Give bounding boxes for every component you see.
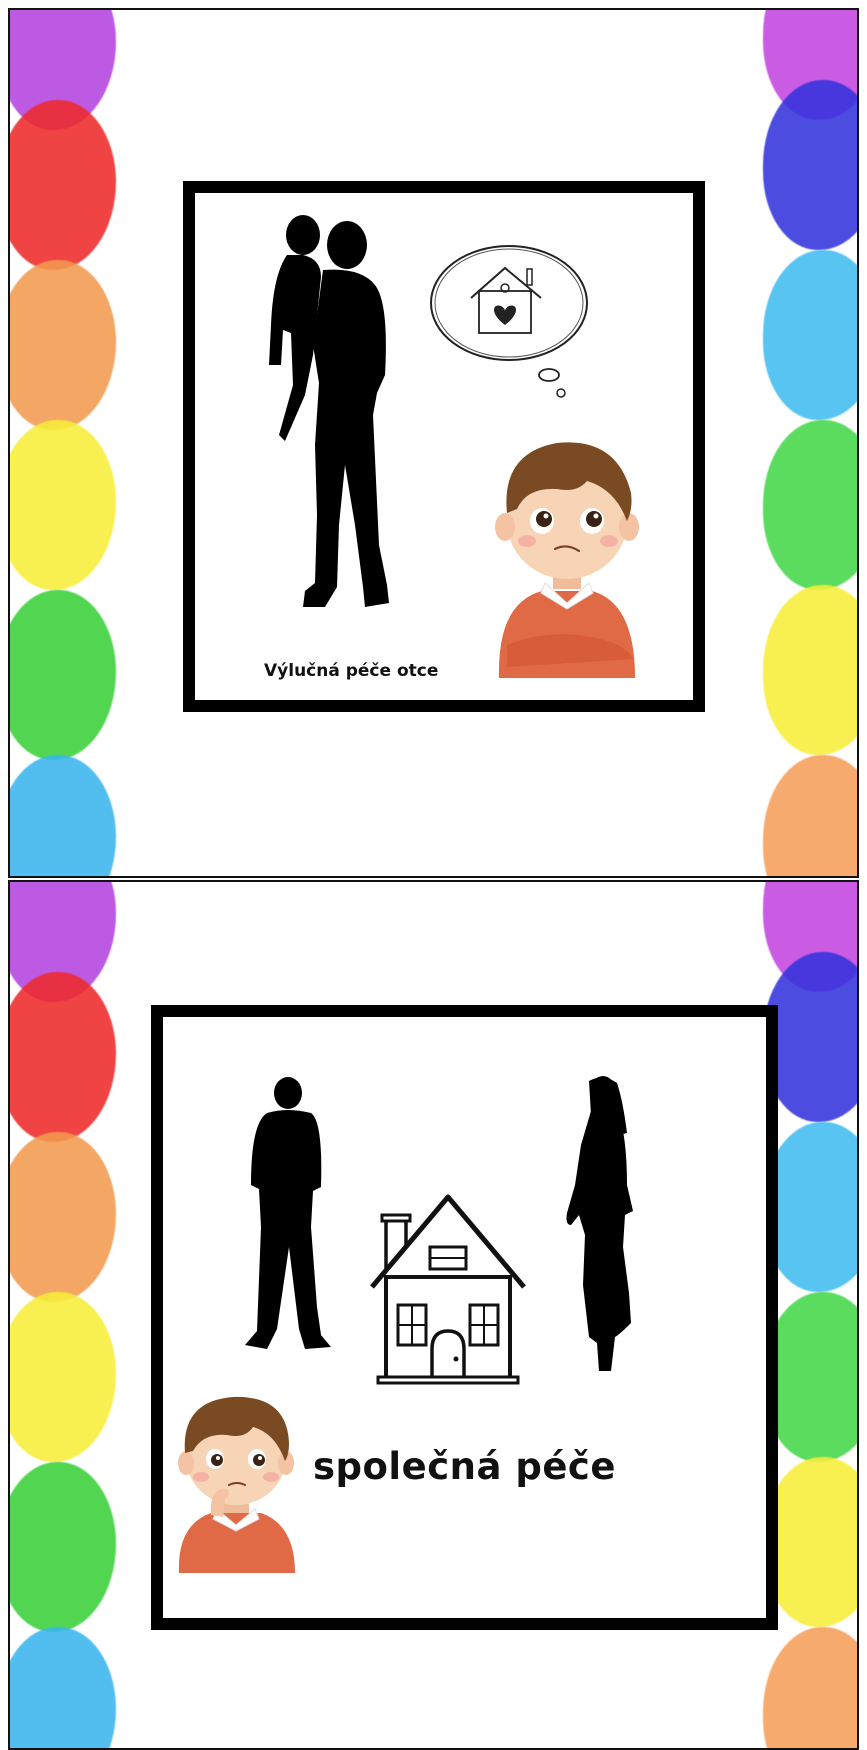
- orange-dot-icon: [763, 755, 859, 878]
- card-joint-care: [8, 880, 859, 1750]
- orange-dot-icon: [8, 260, 116, 430]
- blue-dot-icon: [8, 1627, 116, 1750]
- watercolor-dots-right: [763, 10, 859, 876]
- orange-dot-icon: [8, 1132, 116, 1302]
- card-exclusive-father-care: [8, 8, 859, 878]
- watercolor-dots-left: [8, 10, 118, 876]
- father-carrying-child-silhouette-icon: [265, 215, 405, 625]
- man-silhouette-icon: [233, 1077, 343, 1362]
- thought-bubble-house-heart-icon: [429, 243, 599, 403]
- green-dot-icon: [8, 590, 116, 760]
- green-dot-icon: [8, 1462, 116, 1632]
- card-frame: [151, 1005, 778, 1630]
- indigo-dot-icon: [763, 80, 859, 250]
- card-caption: Výlučná péče otce: [264, 661, 439, 681]
- red-dot-icon: [8, 972, 116, 1142]
- card-caption: společná péče: [313, 1445, 616, 1488]
- green-dot-icon: [763, 420, 859, 590]
- thinking-boy-icon: [171, 1385, 301, 1573]
- yellow-dot-icon: [8, 1292, 116, 1462]
- red-dot-icon: [8, 100, 116, 270]
- watercolor-dots-left: [8, 882, 118, 1748]
- woman-silhouette-icon: [561, 1075, 651, 1373]
- yellow-dot-icon: [763, 585, 859, 755]
- house-icon: [368, 1189, 528, 1389]
- yellow-dot-icon: [8, 420, 116, 590]
- blue-dot-icon: [763, 250, 859, 420]
- blue-dot-icon: [8, 755, 116, 878]
- card-frame: [183, 181, 705, 712]
- confused-boy-arms-crossed-icon: [487, 423, 647, 678]
- orange-dot-icon: [763, 1627, 859, 1750]
